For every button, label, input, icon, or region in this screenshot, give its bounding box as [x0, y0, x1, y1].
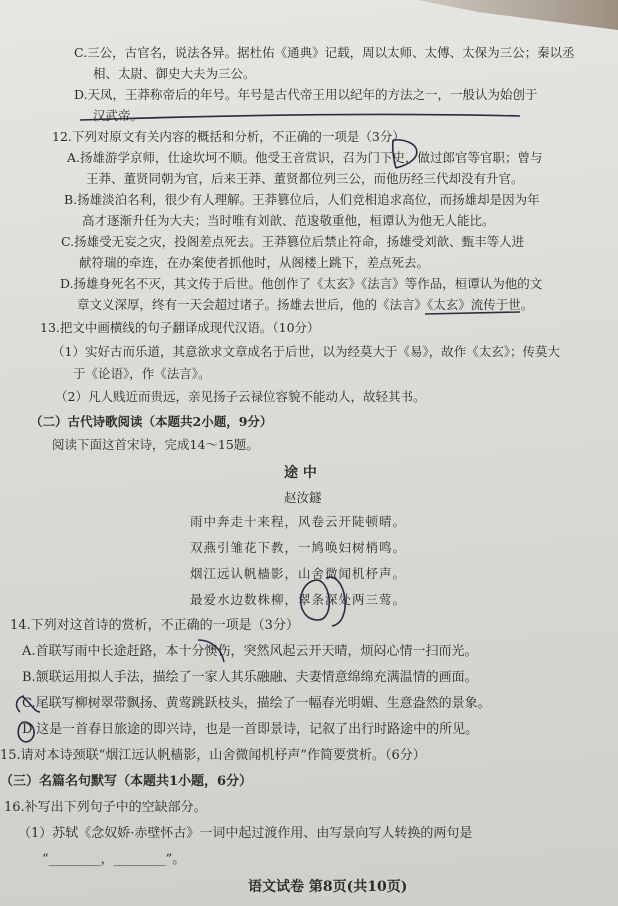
circle-mark-1	[301, 580, 330, 620]
underline-q11	[80, 114, 520, 120]
q12-option-b: B.扬雄淡泊名利，很少有人理解。王莽篡位后，人们竞相追求高位，而扬雄却是因为年	[64, 192, 540, 207]
q12-option-a-cont: 王莽、董贤同朝为官，后来王莽、董贤都位列三公，而他历经三代却没有升官。	[86, 171, 524, 186]
q12-option-d-cont: 章文义深厚，终有一天会超过诸子。扬雄去世后，他的《法言》《太玄》流传于世。	[77, 297, 534, 312]
section-dictation-heading: （三）名篇名句默写（本题共1小题，6分）	[0, 774, 253, 789]
q12-option-c: C.扬雄受无妄之灾，投阁差点死去。王莽篡位后禁止符命，扬雄受刘歆、甄丰等人进	[61, 234, 525, 249]
q14-option-a: A.首联写雨中长途赶路，本十分懊伤，突然风起云开天晴，烦闷心情一扫而光。	[22, 644, 478, 659]
question-13: 13.把文中画横线的句子翻译成现代汉语。（10分）	[40, 320, 320, 335]
option-d-q11-cont: 汉武帝。	[93, 108, 144, 123]
q13-sentence-1-cont: 于《论语》，作《法言》。	[73, 366, 211, 381]
q13-sentence-2: （2）凡人贱近而贵远，亲见扬子云禄位容貌不能动人，故轻其书。	[55, 389, 426, 404]
poem-line-4: 最爱水边数株柳，翠条深处两三莺。	[190, 592, 407, 607]
question-12: 12.下列对原文有关内容的概括和分析，不正确的一项是（3分）	[52, 129, 405, 144]
question-16: 16.补写出下列句子中的空缺部分。	[4, 800, 207, 815]
question-15: 15.请对本诗颈联“烟江远认帆樯影，山舍微闻机杼声”作简要赏析。（6分）	[0, 748, 426, 763]
page-footer: 语文试卷 第8页(共10页)	[248, 879, 408, 895]
check-mark-c	[17, 696, 40, 712]
poem-author: 赵汝鐩	[284, 490, 322, 505]
bracket-mark-a	[198, 640, 224, 662]
q14-option-c: C.尾联写柳树翠带飘扬、黄莺跳跃枝头，描绘了一幅春光明媚、生意盎然的景象。	[22, 696, 491, 711]
answer-mark-d	[393, 140, 417, 168]
circle-mark-d	[18, 722, 34, 742]
q12-option-a: A.扬雄游学京师，仕途坎坷不顺。他受王音赏识，召为门下史，做过郎官等官职；曾与	[67, 150, 543, 165]
option-c-q11-cont: 相、太尉、御史大夫为三公。	[93, 66, 256, 81]
q12-option-c-cont: 献符瑞的牵连，在办案使者抓他时，从阁楼上跳下，差点死去。	[79, 255, 430, 270]
q14-option-d: D.这是一首春日旅途的即兴诗，也是一首即景诗，记叙了出行时路途中的所见。	[22, 722, 479, 737]
q12-option-b-cont: 高才逐渐升任为大夫；当时唯有刘歆、范逡敬重他，桓谭认为他无人能比。	[82, 213, 495, 228]
q13-sentence-1: （1）实好古而乐道，其意欲求文章成名于后世，以为经莫大于《易》，故作《太玄》；传莫大	[52, 344, 560, 359]
q16-item-1: （1）苏轼《念奴娇·赤壁怀古》一词中起过渡作用、由写景向写人转换的两句是	[18, 826, 473, 841]
option-c-q11: C.三公，古官名，说法各异。据杜佑《通典》记载，周以太师、太傅、太保为三公；秦以丞	[74, 45, 575, 60]
q14-option-b: B.颔联运用拟人手法，描绘了一家人其乐融融、夫妻情意绵绵充满温情的画面。	[22, 670, 478, 685]
poem-line-3: 烟江远认帆樯影，山舍微闻机杼声。	[190, 566, 407, 581]
poem-title: 途 中	[284, 465, 317, 481]
poem-line-1: 雨中奔走十来程，风卷云开陡顿晴。	[190, 514, 407, 529]
q16-blanks: “________，________”。	[42, 852, 186, 867]
underline-q12d	[425, 312, 520, 314]
poem-line-2: 双燕引雏花下教，一鸠唤妇树梢鸣。	[190, 540, 407, 555]
question-14: 14.下列对这首诗的赏析，不正确的一项是（3分）	[10, 618, 299, 633]
section-poetry-heading: （二）古代诗歌阅读（本题共2小题，9分）	[30, 414, 273, 429]
q12-option-d: D.扬雄身死名不灭，其文传于后世。他创作了《太玄》《法言》等作品，桓谭认为他的文	[60, 276, 543, 291]
option-d-q11: D.天凤，王莽称帝后的年号。年号是古代帝王用以纪年的方法之一，一般认为始创于	[74, 87, 538, 102]
poetry-instruction: 阅读下面这首宋诗，完成14～15题。	[52, 437, 259, 452]
